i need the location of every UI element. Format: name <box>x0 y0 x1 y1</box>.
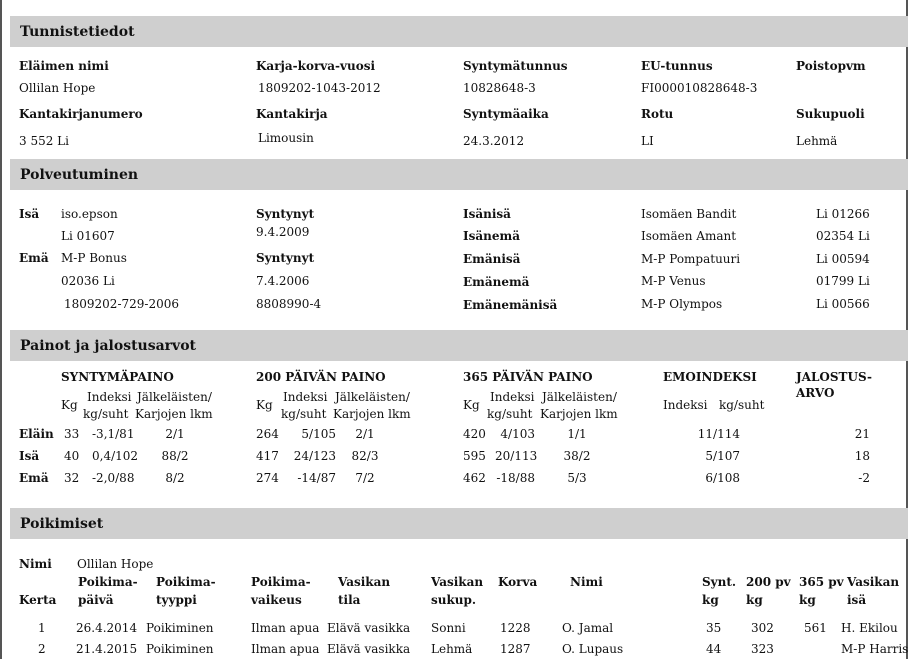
value-dam-id: 02036 Li <box>61 274 115 288</box>
header-200-kg-1: 200 pv <box>746 575 791 589</box>
label-eu-id: EU-tunnus <box>641 59 713 73</box>
section-header-tunnistetiedot <box>10 16 908 47</box>
calving-calf-sire: H. Ekilou <box>841 621 898 635</box>
weights-w365-offspring: 5/3 <box>567 471 587 485</box>
weights-w200-kg: 417 <box>256 449 279 463</box>
weights-birth-index: -3,1/81 <box>92 427 135 441</box>
calving-calving-date: 21.4.2015 <box>76 642 138 656</box>
header-calf-sire-2: isä <box>847 593 867 607</box>
calving-calf-name: O. Jamal <box>562 621 614 635</box>
weights-breeding-value: 21 <box>854 427 870 441</box>
weights-w365-offspring: 1/1 <box>567 427 587 441</box>
label-dam-sire: Emänisä <box>463 252 521 266</box>
subheader-kg: Kg <box>463 398 480 412</box>
weights-birth-kg: 40 <box>64 449 80 463</box>
label-herdbook: Kantakirja <box>256 107 328 121</box>
weights-row-label: Eläin <box>19 427 54 441</box>
value-birth-id: 10828648-3 <box>463 81 536 95</box>
calving-birth-kg: 35 <box>706 621 722 635</box>
label-dam-born: Syntynyt <box>256 251 315 265</box>
header-kerta: Kerta <box>19 593 57 607</box>
subheader-kg: Kg <box>61 398 78 412</box>
weights-birth-kg: 32 <box>64 471 80 485</box>
subheader-herds: Karjojen lkm <box>135 407 213 421</box>
header-difficulty-2: vaikeus <box>251 593 302 607</box>
value-calving-name: Ollilan Hope <box>77 557 154 571</box>
subheader-offspring: Jälkeläisten/ <box>137 390 212 404</box>
subheader-kgsuht: kg/suht <box>281 407 327 421</box>
calving-kg200: 323 <box>751 642 774 656</box>
value-eu-id: FI000010828648-3 <box>641 81 758 95</box>
value-dam-code: 1809202-729-2006 <box>64 297 179 311</box>
value-birth-date: 24.3.2012 <box>463 134 525 148</box>
value-dam-dam-sire: M-P Olympos <box>641 297 723 311</box>
weights-dam-index: 6/108 <box>705 471 740 485</box>
value-sire-sire: Isomäen Bandit <box>641 207 737 221</box>
label-animal-name: Eläimen nimi <box>19 59 109 73</box>
header-dam-index: EMOINDEKSI <box>663 370 757 384</box>
value-sex: Lehmä <box>796 134 838 148</box>
weights-w365-kg: 462 <box>463 471 486 485</box>
weights-w200-index: 24/123 <box>293 449 336 463</box>
value-herdbook: Limousin <box>258 131 314 145</box>
calving-calving-date: 26.4.2014 <box>76 621 138 635</box>
label-dam-dam: Emänemä <box>463 275 530 289</box>
label-sire-dam: Isänemä <box>463 229 520 243</box>
subheader-herds: Karjojen lkm <box>540 407 618 421</box>
label-breed: Rotu <box>641 107 674 121</box>
calving-calving-type: Poikiminen <box>146 621 214 635</box>
subheader-index: Indeksi <box>87 390 132 404</box>
label-calving-name: Nimi <box>19 557 52 571</box>
calving-calf-status: Elävä vasikka <box>327 621 411 635</box>
calving-difficulty: Ilman apua <box>251 642 320 656</box>
weights-birth-offspring: 2/1 <box>165 427 185 441</box>
weights-breeding-value: 18 <box>854 449 870 463</box>
weights-row-label: Isä <box>19 449 40 463</box>
header-ear: Korva <box>498 575 538 589</box>
value-sire-sire-id: Li 01266 <box>816 207 870 221</box>
header-calf-status-2: tila <box>338 593 361 607</box>
subheader-kgsuht: kg/suht <box>487 407 533 421</box>
label-herdbook-number: Kantakirjanumero <box>19 107 143 121</box>
weights-birth-index: -2,0/88 <box>92 471 135 485</box>
label-sex: Sukupuoli <box>796 107 865 121</box>
weights-w200-kg: 274 <box>256 471 279 485</box>
weights-w365-index: 4/103 <box>500 427 535 441</box>
label-birth-id: Syntymätunnus <box>463 59 568 73</box>
header-birth-kg-2: kg <box>702 593 719 607</box>
calving-calf-sex: Lehmä <box>431 642 473 656</box>
label-dam: Emä <box>19 251 49 265</box>
calving-calf-sire: M-P Harris <box>841 642 909 656</box>
calving-calf-name: O. Lupaus <box>562 642 624 656</box>
label-sire: Isä <box>19 207 40 221</box>
header-birth-weight: SYNTYMÄPAINO <box>61 370 174 384</box>
calving-birth-kg: 44 <box>706 642 722 656</box>
weights-w200-offspring: 82/3 <box>351 449 379 463</box>
value-dam-dam-sire-id: Li 00566 <box>816 297 870 311</box>
subheader-offspring: Jälkeläisten/ <box>335 390 410 404</box>
header-difficulty-1: Poikima- <box>251 575 311 589</box>
subheader-index: Indeksi <box>283 390 328 404</box>
weights-w365-index: -18/88 <box>496 471 535 485</box>
section-title: Polveutuminen <box>20 167 139 183</box>
weights-row-label: Emä <box>19 471 49 485</box>
label-herd-ear-year: Karja-korva-vuosi <box>256 59 376 73</box>
section-title: Tunnistetiedot <box>20 24 135 40</box>
section-title: Painot ja jalostusarvot <box>20 338 196 354</box>
weights-w200-index: 5/105 <box>301 427 336 441</box>
weights-w365-kg: 595 <box>463 449 486 463</box>
header-calf-name: Nimi <box>570 575 603 589</box>
header-365-day-weight: 365 PÄIVÄN PAINO <box>463 370 593 384</box>
weights-breeding-value: -2 <box>858 471 870 485</box>
weights-birth-offspring: 88/2 <box>161 449 189 463</box>
header-breeding-value-1: JALOSTUS- <box>796 370 873 384</box>
header-calving-type-1: Poikima- <box>156 575 216 589</box>
weights-dam-index: 11/114 <box>697 427 740 441</box>
label-birth-date: Syntymäaika <box>463 107 549 121</box>
weights-birth-kg: 33 <box>64 427 80 441</box>
header-breeding-value-2: ARVO <box>796 386 835 400</box>
header-calf-sex-2: sukup. <box>431 593 477 607</box>
calving-difficulty: Ilman apua <box>251 621 320 635</box>
label-sire-born: Syntynyt <box>256 207 315 221</box>
section-header-painot <box>10 330 908 361</box>
header-calving-type-2: tyyppi <box>156 593 197 607</box>
value-sire-born: 9.4.2009 <box>256 225 310 239</box>
calving-kerta: 1 <box>38 621 46 635</box>
header-200-kg-2: kg <box>746 593 763 607</box>
value-breed: LI <box>641 134 654 148</box>
value-dam-number: 8808990-4 <box>256 297 322 311</box>
subheader-kgsuht: kg/suht <box>83 407 129 421</box>
calving-kg200: 302 <box>751 621 774 635</box>
value-sire-dam-id: 02354 Li <box>816 229 870 243</box>
weights-w365-index: 20/113 <box>495 449 538 463</box>
calving-ear: 1287 <box>500 642 531 656</box>
label-dam-dam-sire: Emänemänisä <box>463 298 558 312</box>
value-dam-dam-id: 01799 Li <box>816 274 870 288</box>
weights-birth-offspring: 8/2 <box>165 471 185 485</box>
value-dam-name: M-P Bonus <box>61 251 127 265</box>
value-sire-id: Li 01607 <box>61 229 115 243</box>
section-header-polveutuminen <box>10 159 908 190</box>
value-herdbook-number: 3 552 Li <box>19 134 69 148</box>
value-dam-sire-id: Li 00594 <box>816 252 870 266</box>
calving-calf-sex: Sonni <box>431 621 466 635</box>
header-birth-kg-1: Synt. <box>702 575 737 589</box>
header-calf-sex-1: Vasikan <box>431 575 484 589</box>
calving-ear: 1228 <box>500 621 531 635</box>
header-calf-status-1: Vasikan <box>338 575 391 589</box>
label-sire-sire: Isänisä <box>463 207 511 221</box>
header-calving-date-2: päivä <box>78 593 114 607</box>
header-calving-date-1: Poikima- <box>78 575 138 589</box>
label-removal-date: Poistopvm <box>796 59 866 73</box>
calving-calving-type: Poikiminen <box>146 642 214 656</box>
weights-w200-offspring: 7/2 <box>355 471 375 485</box>
weights-w200-offspring: 2/1 <box>355 427 375 441</box>
weights-w365-kg: 420 <box>463 427 486 441</box>
header-365-kg-2: kg <box>799 593 816 607</box>
weights-dam-index: 5/107 <box>705 449 740 463</box>
weights-birth-index: 0,4/102 <box>92 449 139 463</box>
value-dam-dam: M-P Venus <box>641 274 706 288</box>
section-title: Poikimiset <box>20 516 104 532</box>
subheader-offspring: Jälkeläisten/ <box>542 390 617 404</box>
weights-w200-index: -14/87 <box>297 471 336 485</box>
weights-w200-kg: 264 <box>256 427 279 441</box>
value-dam-sire: M-P Pompatuuri <box>641 252 741 266</box>
weights-w365-offspring: 38/2 <box>563 449 591 463</box>
value-sire-name: iso.epson <box>61 207 118 221</box>
calving-kerta: 2 <box>38 642 46 656</box>
value-dam-born: 7.4.2006 <box>256 274 310 288</box>
subheader-kg: Kg <box>256 398 273 412</box>
calving-kg365: 561 <box>804 621 827 635</box>
value-sire-dam: Isomäen Amant <box>641 229 737 243</box>
value-animal-name: Ollilan Hope <box>19 81 96 95</box>
header-200-day-weight: 200 PÄIVÄN PAINO <box>256 370 386 384</box>
value-herd-ear-year: 1809202-1043-2012 <box>258 81 381 95</box>
subheader-index: Indeksi <box>490 390 535 404</box>
section-header-poikimiset <box>10 508 908 539</box>
subheader-dam-index: Indeksi kg/suht <box>663 398 765 412</box>
header-365-kg-1: 365 pv <box>799 575 844 589</box>
header-calf-sire-1: Vasikan <box>847 575 900 589</box>
subheader-herds: Karjojen lkm <box>333 407 411 421</box>
calving-calf-status: Elävä vasikka <box>327 642 411 656</box>
